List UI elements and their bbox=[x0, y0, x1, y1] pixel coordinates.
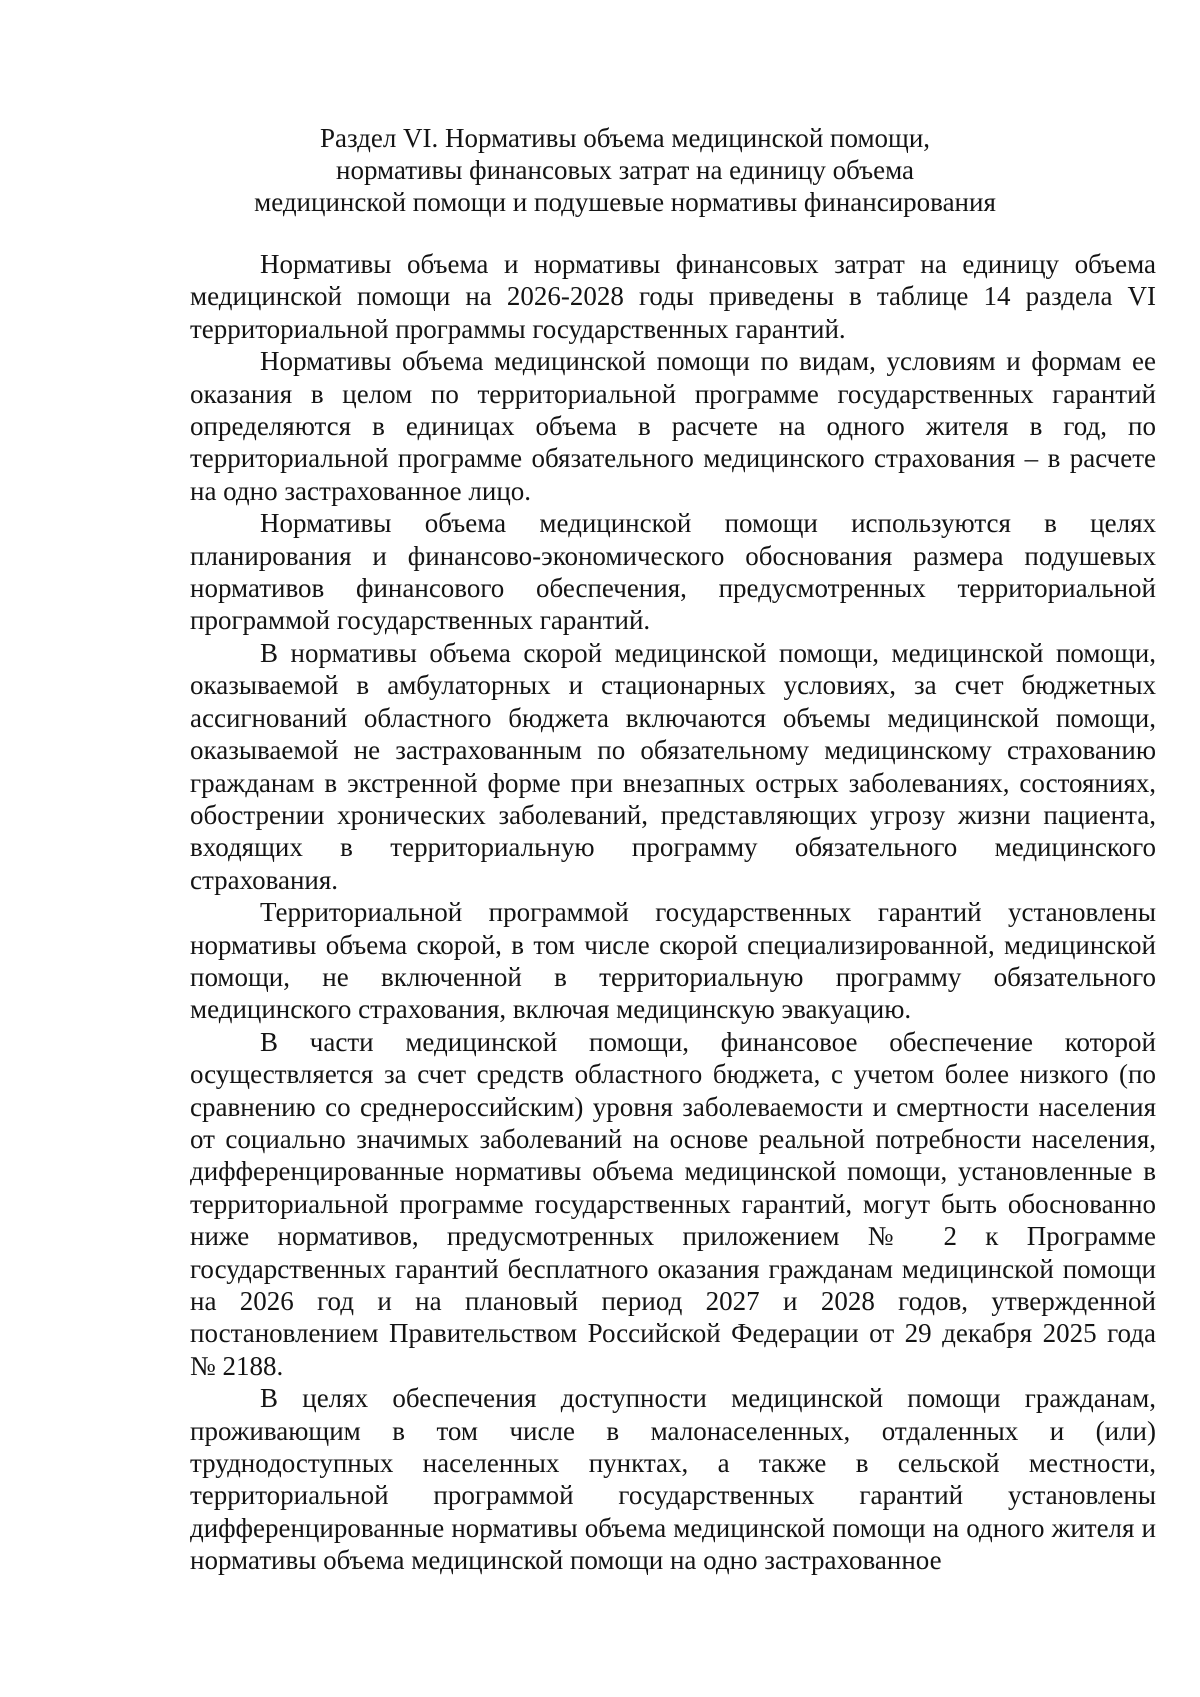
document-body bbox=[190, 248, 1156, 1577]
paragraph-6: В части медицинской помощи, финансовое обеспечение которой осуществляется за счет средств областного бюджета, с учетом более низкого (по сравнению со среднероссийским) уровня заболеваемости и смертности населения от социально значимых заболеваний на основе реальной потребности населения, дифференцированные нормативы объема медицинской помощи, установленные в территориальной программе государственных гарантий, могут быть обоснованно ниже нормативов, предусмотренных приложением № 2 к Программе государственных гарантий бесплатного оказания гражданам медицинской помощи на 2026 год и на плановый период 2027 и 2028 годов, утвержденной постановлением Правительством Российской Федерации от 29 декабря 2025 года № 2188. bbox=[190, 1026, 1156, 1381]
section-title-line-2: нормативы финансовых затрат на единицу объема bbox=[336, 155, 914, 185]
paragraph-7: В целях обеспечения доступности медицинской помощи гражданам, проживающим в том числе в малонаселенных, отдаленных и (или) труднодоступных населенных пунктах, а также в сельской местности, территориальной программой государственных гарантий установлены дифференцированные нормативы объема медицинской помощи на одного жителя и нормативы объема медицинской помощи на одно застрахованное bbox=[190, 1383, 1156, 1576]
section-title-line-3: медицинской помощи и подушевые нормативы финансирования bbox=[254, 187, 996, 217]
paragraph-4: В нормативы объема скорой медицинской помощи, медицинской помощи, оказываемой в амбулаторных и стационарных условиях, за счет бюджетных ассигнований областного бюджета включаются объемы медицинской помощи, оказываемой не застрахованным по обязательному медицинскому страхованию гражданам в экстренной форме при внезапных острых заболеваниях, состояниях, обострении хронических заболеваний, представляющих угрозу жизни пациента, входящих в территориальную программу обязательного медицинского страхования. bbox=[190, 637, 1156, 895]
section-title bbox=[175, 122, 1075, 218]
section-title-line-1: Раздел VI. Нормативы объема медицинской помощи, bbox=[319, 123, 931, 153]
paragraph-1: Нормативы объема и нормативы финансовых затрат на единицу объема медицинской помощи на 2026-2028 годы приведены в таблице 14 раздела VI территориальной программы государственных гарантий. bbox=[190, 249, 1156, 344]
paragraph-2: Нормативы объема медицинской помощи по видам, условиям и формам ее оказания в целом по территориальной программе государственных гарантий определяются в единицах объема в расчете на одного жителя в год, по территориальной программе обязательного медицинского страхования – в расчете на одно застрахованное лицо. bbox=[190, 346, 1156, 506]
paragraph-3: Нормативы объема медицинской помощи используются в целях планирования и финансово-экономического обоснования размера подушевых нормативов финансового обеспечения, предусмотренных территориальной программой государственных гарантий. bbox=[190, 508, 1156, 636]
paragraph-5: Территориальной программой государственных гарантий установлены нормативы объема скорой, в том числе скорой специализированной, медицинской помощи, не включенной в территориальную программу обязательного медицинского страхования, включая медицинскую эвакуацию. bbox=[190, 897, 1156, 1025]
